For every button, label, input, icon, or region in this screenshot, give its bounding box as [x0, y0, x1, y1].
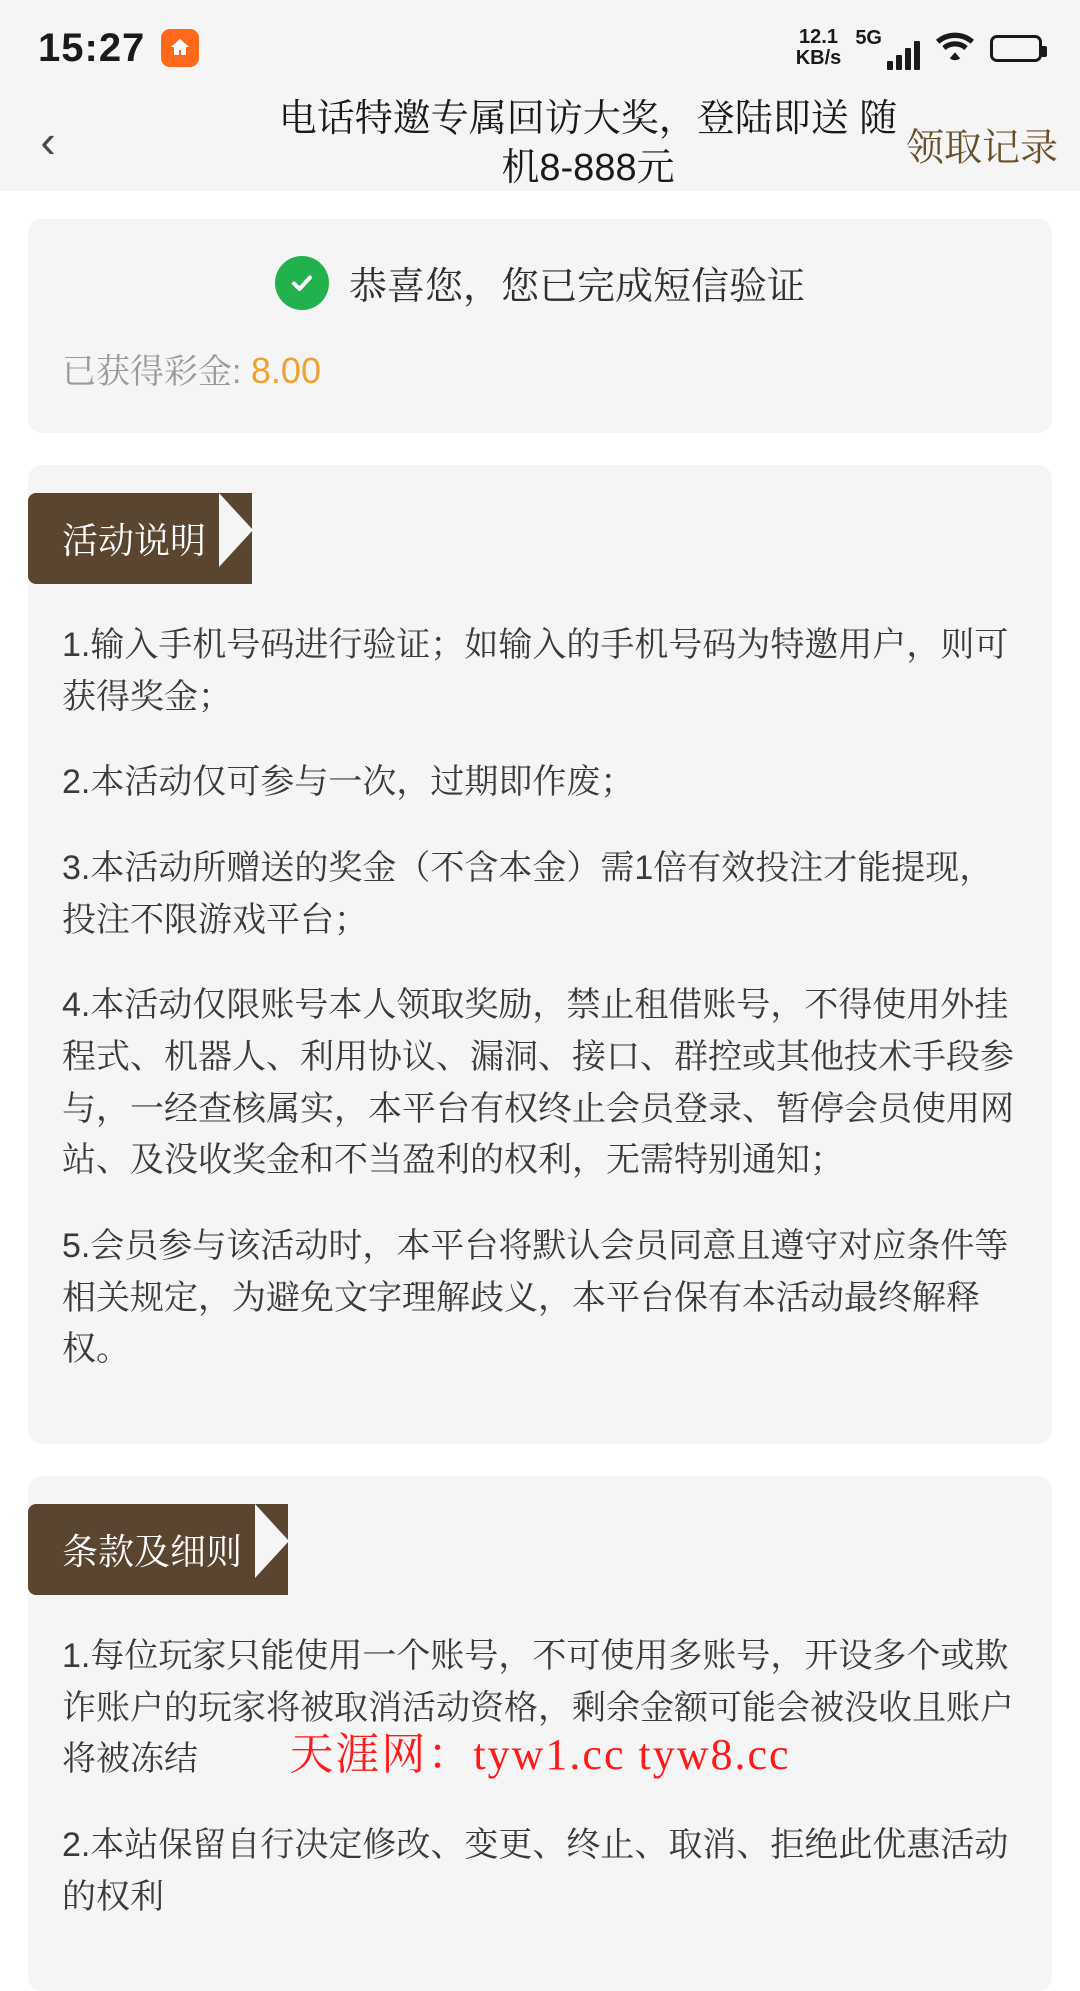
nav-bar — [0, 96, 1080, 191]
chevron-left-icon: ‹ — [40, 114, 56, 167]
section-activity-description — [28, 465, 1052, 1444]
section-title: 活动说明 — [28, 493, 252, 584]
network-speed-unit: KB/s — [795, 47, 842, 69]
battery-icon — [990, 35, 1042, 62]
app-badge-icon — [161, 29, 199, 67]
signal-bars-icon — [887, 40, 920, 70]
page-title: 电话特邀专属回访大奖，登陆即送 随机8-888元 — [278, 97, 898, 189]
network-speed-value: 12.1 — [799, 26, 838, 48]
paragraph: 1.每位玩家只能使用一个账号，不可使用多账号，开设多个或欺诈账户的玩家将被取消活动资格，剩余金额可能会被没收且账户将被冻结 — [62, 1637, 1014, 1779]
paragraph: 2.本活动仅可参与一次，过期即作废； — [62, 763, 635, 802]
section-title: 条款及细则 — [28, 1504, 288, 1595]
bonus-amount: 8.00 — [250, 350, 321, 391]
paragraph: 1.输入手机号码进行验证；如输入的手机号码为特邀用户，则可获得奖金； — [62, 626, 1009, 716]
paragraph: 3.本活动所赠送的奖金（不含本金）需1倍有效投注才能提现，投注不限游戏平台； — [62, 849, 994, 939]
paragraph: 5.会员参与该活动时，本平台将默认会员同意且遵守对应条件等相关规定，为避免文字理解歧义，本平台保有本活动最终解释权。 — [62, 1227, 1009, 1369]
status-time: 15:27 — [38, 25, 146, 70]
status-bar-left — [38, 26, 199, 71]
network-speed — [796, 27, 842, 69]
section-terms-and-conditions — [28, 1476, 1052, 1991]
paragraph: 2.本站保留自行决定修改、变更、终止、取消、拒绝此优惠活动的权利 — [62, 1826, 1009, 1916]
check-circle-icon — [275, 256, 329, 310]
bonus-row — [62, 344, 1018, 393]
status-bar-right — [796, 27, 1042, 70]
wifi-icon — [934, 30, 976, 67]
paragraph: 4.本活动仅限账号本人领取奖励，禁止租借账号，不得使用外挂程式、机器人、利用协议、漏洞、接口、群控或其他技术手段参与，一经查核属实，本平台有权终止会员登录、暂停会员使用网站、及没收奖金和不当盈利的权利，无需特别通知； — [62, 986, 1014, 1180]
success-row — [62, 255, 1018, 310]
claim-records-button[interactable]: 领取记录 — [905, 127, 1058, 169]
back-button[interactable] — [0, 114, 96, 170]
page-content — [0, 219, 1080, 1991]
bonus-label: 已获得彩金: — [62, 353, 242, 391]
signal-group — [855, 27, 920, 70]
verification-result-card — [28, 219, 1052, 433]
watermark: 天涯网：tyw1.cc tyw8.cc — [289, 1730, 791, 1779]
success-message: 恭喜您，您已完成短信验证 — [348, 266, 805, 308]
network-type-label: 5G — [855, 26, 882, 49]
status-bar — [0, 0, 1080, 96]
